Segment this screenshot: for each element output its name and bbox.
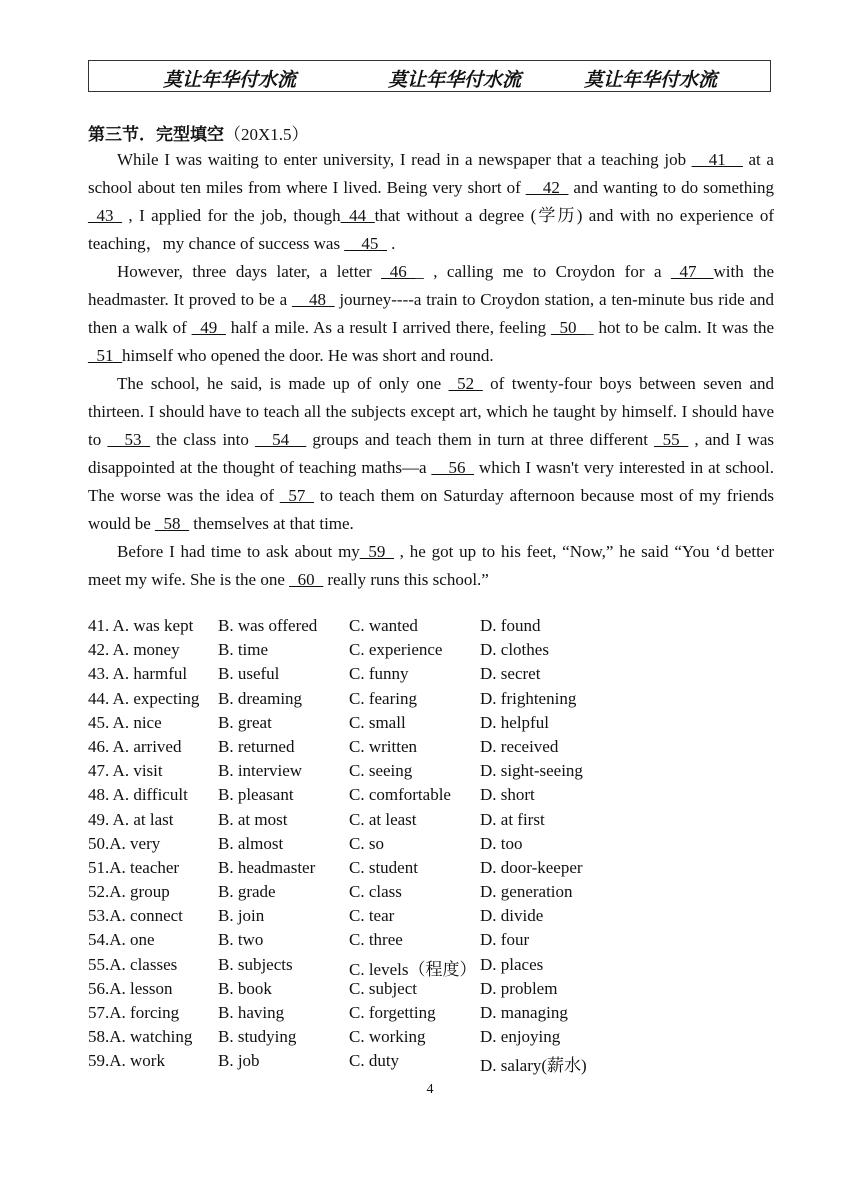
option-choice: 44. A. expecting	[88, 688, 200, 708]
page-number: 4	[426, 1082, 434, 1097]
passage-paragraph	[88, 146, 774, 258]
option-choice: 45. A. nice	[88, 712, 162, 732]
option-choice: B. useful	[218, 664, 280, 684]
passage-text: journey----a train to Croydon station, a ten-minute bus ride and then a walk of	[88, 290, 775, 337]
option-choice: C. duty	[349, 1051, 400, 1071]
cloze-blank: _44_	[340, 206, 375, 225]
option-choice: 50.A. very	[88, 833, 161, 853]
passage-text: himself who opened the door. He was short and round.	[122, 346, 494, 365]
option-choice: C. levels（程度）	[349, 959, 477, 979]
option-choice: D. managing	[480, 1003, 568, 1022]
option-choice: B. pleasant	[218, 785, 294, 805]
passage-text: which I wasn't very interested in at school. The worse was the idea of	[88, 458, 774, 505]
passage-text: However, three days later, a letter	[117, 262, 382, 281]
option-choice: B. almost	[218, 833, 284, 853]
cloze-blank: __56_	[431, 458, 474, 477]
passage-text: The school, he said, is made up of only one	[117, 374, 449, 393]
option-choice: C. tear	[349, 906, 395, 926]
section-title-text: 第三节．完型填空	[88, 125, 224, 145]
cloze-blank: _43_	[88, 206, 122, 225]
passage-text: While I was waiting to enter university, I read in a newspaper that a teaching job	[117, 150, 692, 169]
option-choice: 56.A. lesson	[88, 978, 173, 998]
passage-text: , and I was disappointed at the thought of teaching maths—a	[88, 430, 774, 477]
passage-text: of twenty-four boys between seven and thirteen. I should have to teach all the subjects except art, which he taught by himself. I should have to	[88, 374, 774, 449]
option-choice: 54.A. one	[88, 930, 155, 950]
option-choice: D. generation	[480, 882, 573, 902]
passage-text: Before I had time to ask about my	[117, 542, 360, 561]
passage-text: , I applied for the job, though	[122, 206, 341, 225]
option-choice: 55.A. classes	[88, 954, 178, 974]
option-choice: 58.A. watching	[88, 1027, 193, 1047]
option-choice: C. three	[349, 930, 403, 950]
option-choice: D. clothes	[480, 640, 549, 660]
passage-text: and wanting to do something	[568, 178, 774, 197]
cloze-blank: __54__	[255, 430, 307, 449]
option-choice: C. working	[349, 1027, 426, 1047]
section-score: （20X1.5）	[224, 125, 309, 144]
passage-text: _ , calling me to Croydon for a	[415, 262, 672, 281]
option-choice: B. two	[218, 930, 264, 950]
option-choice: B. studying	[218, 1027, 297, 1047]
option-choice: D. divide	[480, 906, 544, 926]
option-choice: B. time	[218, 640, 269, 660]
option-choice: B. book	[218, 978, 272, 998]
option-choice: B. having	[218, 1003, 285, 1022]
cloze-blank: __45_	[344, 234, 387, 253]
option-choice: C. so	[349, 833, 384, 853]
passage-text: at a school about ten miles from where I lived. Being very short of	[88, 150, 774, 197]
passage-text: themselves at that time.	[189, 514, 354, 533]
option-choice: C. class	[349, 882, 402, 902]
cloze-blank: _50_	[551, 318, 586, 337]
passage-paragraph	[88, 258, 774, 370]
option-choice: C. student	[349, 857, 418, 877]
cloze-blank: _57_	[279, 486, 314, 505]
option-choice: 51.A. teacher	[88, 857, 180, 877]
option-choice: D. short	[480, 785, 535, 805]
option-choice: 48. A. difficult	[88, 785, 188, 805]
passage-text: half a mile. As a result I arrived there, feeling	[225, 318, 552, 337]
option-choice: 57.A. forcing	[88, 1003, 180, 1022]
cloze-blank: _59_	[359, 542, 394, 561]
option-choice: D. helpful	[480, 712, 549, 732]
cloze-blank: __42_	[525, 178, 569, 197]
option-choice: D. salary(薪水)	[480, 1056, 587, 1076]
cloze-blank: _60_	[289, 570, 324, 589]
option-choice: B. job	[218, 1051, 260, 1071]
option-choice: 47. A. visit	[88, 761, 163, 781]
passage-text: with the headmaster. It proved to be a	[88, 262, 774, 309]
option-choice: D. frightening	[480, 688, 577, 708]
option-choice: D. enjoying	[480, 1027, 561, 1047]
option-choice: C. experience	[349, 640, 443, 660]
option-choice: C. forgetting	[349, 1003, 436, 1022]
option-choice: C. seeing	[349, 761, 413, 781]
passage-text: to teach them on Saturday afternoon because most of my friends would be	[88, 486, 775, 533]
cloze-blank: _55_	[654, 430, 689, 449]
option-choice: B. grade	[218, 882, 276, 902]
cloze-blank: _52_	[448, 374, 483, 393]
cloze-blank: _46_	[381, 262, 416, 281]
option-choice: 59.A. work	[88, 1051, 165, 1071]
option-choice: C. small	[349, 712, 406, 732]
option-choice: C. subject	[349, 978, 417, 998]
passage-text: that without a degree (学历) and with no experience of teaching，my chance of success was	[88, 206, 774, 253]
motto-text: 莫让年华付水流	[584, 69, 718, 91]
passage-text: .	[386, 234, 396, 253]
cloze-blank: __48_	[292, 290, 335, 309]
option-choice: C. funny	[349, 664, 409, 684]
cloze-blank: _58_	[155, 514, 190, 533]
option-choice: B. interview	[218, 761, 303, 781]
option-choice: 52.A. group	[88, 882, 170, 902]
option-choice: 46. A. arrived	[88, 736, 182, 756]
passage-paragraph	[88, 538, 774, 594]
option-choice: 41. A. was kept	[88, 616, 194, 635]
motto-banner	[88, 60, 771, 92]
cloze-blank: _49_	[191, 318, 226, 337]
option-choice: D. door-keeper	[480, 857, 583, 877]
option-choice: B. at most	[218, 809, 288, 829]
option-choice: B. headmaster	[218, 857, 316, 877]
option-choice: C. wanted	[349, 616, 418, 635]
option-choice: D. at first	[480, 809, 545, 829]
option-choice: D. sight-seeing	[480, 761, 583, 781]
option-choice: C. at least	[349, 809, 417, 829]
option-choice: C. written	[349, 736, 417, 756]
option-choice: B. dreaming	[218, 688, 303, 708]
option-choice: 43. A. harmful	[88, 664, 188, 684]
cloze-blank: __41__	[691, 150, 743, 169]
option-choice: B. join	[218, 906, 265, 926]
option-choice: C. comfortable	[349, 785, 451, 805]
cloze-blank: _51_	[88, 346, 122, 365]
cloze-passage	[88, 146, 774, 594]
option-choice: D. received	[480, 736, 559, 756]
option-choice: 49. A. at last	[88, 809, 174, 829]
option-choice: 42. A. money	[88, 640, 180, 660]
motto-text: 莫让年华付水流	[163, 69, 297, 91]
option-choice: D. four	[480, 930, 530, 950]
option-choice: B. returned	[218, 736, 295, 756]
option-choice: C. fearing	[349, 688, 417, 708]
passage-text: , he got up to his feet, “Now,” he said “You ‘d better meet my wife. She is the one	[88, 542, 774, 589]
option-choice: D. found	[480, 616, 541, 635]
option-choice: 53.A. connect	[88, 906, 183, 926]
passage-text: _ hot to be calm. It was the	[585, 318, 774, 337]
cloze-blank: _47__	[671, 262, 714, 281]
option-choice: D. problem	[480, 978, 558, 998]
option-choice: D. places	[480, 954, 544, 974]
passage-text: the class into	[149, 430, 256, 449]
passage-text: groups and teach them in turn at three different	[306, 430, 655, 449]
motto-text: 莫让年华付水流	[388, 69, 522, 91]
cloze-blank: __53_	[107, 430, 150, 449]
passage-text: really runs this school.”	[323, 570, 489, 589]
option-choice: B. subjects	[218, 954, 293, 974]
option-choice: B. great	[218, 712, 272, 732]
option-choice: B. was offered	[218, 616, 318, 635]
section-title	[88, 120, 309, 145]
option-choice: D. too	[480, 833, 523, 853]
passage-paragraph	[88, 370, 774, 538]
option-choice: D. secret	[480, 664, 541, 684]
